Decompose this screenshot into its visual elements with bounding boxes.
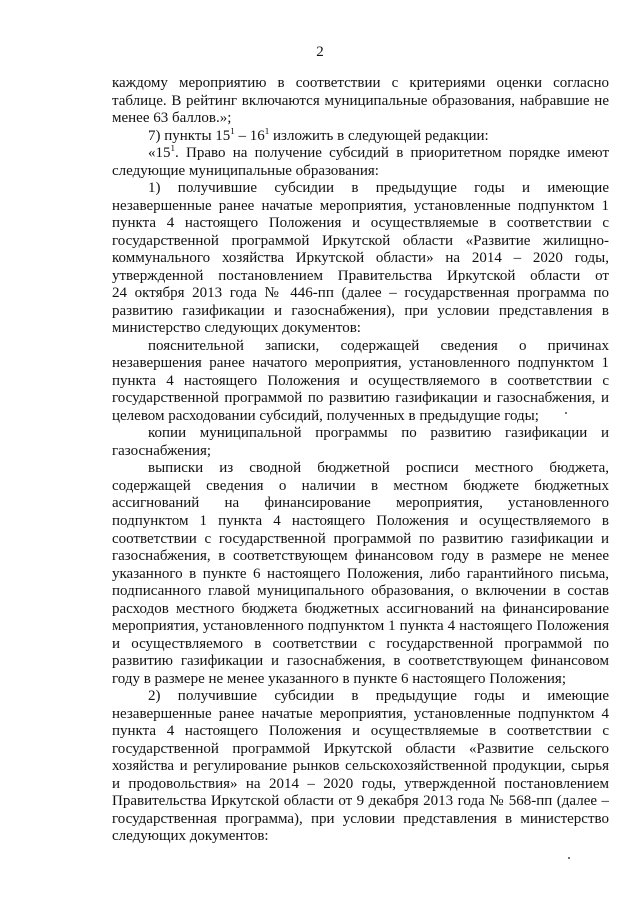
text-line: государственной программой Иркутской области «Развитие жилищно- — [112, 232, 609, 249]
text-line: и продовольствия» на 2014 – 2020 годы, утвержденной постановлением — [112, 775, 609, 792]
text-line: хозяйства и регулирование рынков сельскохозяйственной продукции, сырья — [112, 758, 609, 775]
text-line: расходов местного бюджета бюджетных ассигнований на финансирование — [112, 600, 609, 617]
text-line: незавершенные ранее начатые мероприятия, установленные подпунктом 4 — [112, 705, 609, 722]
text-line: Правительства Иркутской области от 9 декабря 2013 года № 568-пп (далее – — [112, 793, 609, 810]
superscript: 1 — [170, 145, 175, 154]
text-line: государственной программой по развитию газификации и газоснабжения, и — [112, 390, 609, 407]
text-line: газоснабжения, в соответствующем финансовом году в размере не менее — [112, 548, 609, 565]
text-line: подпунктом 1 пункта 4 настоящего Положения и осуществляемого в — [112, 513, 609, 529]
text-line: развитию газификации и газоснабжения), при условии представления в — [112, 302, 609, 319]
text-line: подписанного главой муниципального образования, о включении в состав — [112, 583, 609, 600]
text-line: 24 октября 2013 года № 446-пп (далее – государственная программа по — [112, 285, 609, 302]
text-line: указанного в пункте 6 настоящего Положения, либо гарантийного письма, — [112, 565, 609, 582]
text-line: пояснительной записки, содержащей сведения о причинах — [148, 337, 609, 354]
text-line: целевом расходовании субсидий, полученных в предыдущие годы; — [112, 407, 539, 424]
page-number: 2 — [316, 44, 324, 60]
text-line: 1) получившие субсидии в предыдущие годы и имеющие — [148, 180, 609, 197]
text-line: выписки из сводной бюджетной росписи местного бюджета, — [148, 460, 609, 477]
text-line: незавершения ранее начатого мероприятия, установленного подпунктом 1 — [112, 355, 609, 372]
superscript: 1 — [230, 127, 235, 136]
text-line: коммунального хозяйства Иркутской области» на 2014 – 2020 годы, — [112, 250, 609, 267]
text-line: 2) получившие субсидии в предыдущие годы и имеющие — [148, 688, 609, 705]
text-line: «$15^1$. Право на получение субсидий в приоритетном порядке имеют — [148, 145, 609, 162]
text-line: утвержденной постановлением Правительства Иркутской области от — [112, 267, 609, 284]
text-line: соответствии с государственной программой по развитию газификации и — [112, 530, 609, 547]
scan-speck — [565, 412, 567, 414]
text-line: государственной программой Иркутской области «Развитие сельского — [112, 740, 609, 757]
text-line: копии муниципальной программы по развитию газификации и — [148, 425, 609, 442]
text-line: пункта 4 настоящего Положения и осуществляемые в соответствии с — [112, 215, 609, 232]
text-line: пункта 4 настоящего Положения и осуществляемые в соответствии с — [112, 723, 609, 740]
text-line: каждому мероприятию в соответствии с критериями оценки согласно — [112, 75, 609, 91]
text-line: и осуществляемого в соответствии с государственной программой по — [112, 635, 609, 652]
text-line: следующих документов: — [112, 828, 269, 845]
text-line: министерство следующих документов: — [112, 320, 361, 337]
text-line: государственная программа), при условии представления в министерство — [112, 810, 609, 827]
text-line: пункта 4 настоящего Положения и осуществляемого в соответствии с — [112, 372, 609, 389]
text-line: таблице. В рейтинг включаются муниципальные образования, набравшие не — [112, 92, 609, 109]
text-line: менее 63 баллов.»; — [112, 110, 232, 127]
text-line: 7) пункты $15^1 - 16^1$ изложить в следующей редакции: — [148, 127, 489, 144]
text-line: следующие муниципальные образования: — [112, 162, 379, 179]
text-line: газоснабжения; — [112, 442, 212, 459]
text-line: мероприятия, установленного подпунктом 1 пункта 4 настоящего Положения — [112, 618, 609, 635]
text-line: году в размере не менее указанного в пункте 6 настоящего Положения; — [112, 670, 566, 687]
text-line: ассигнований на финансирование мероприятия, установленного — [112, 495, 609, 512]
text-line: содержащей сведения о наличии в местном бюджете бюджетных — [112, 477, 609, 494]
text-line: незавершенные ранее начатые мероприятия, установленные подпунктом 1 — [112, 197, 609, 214]
superscript: 1 — [264, 127, 270, 136]
scan-speck — [568, 857, 570, 859]
text-line: развитию газификации и газоснабжения, в соответствующем финансовом — [112, 653, 609, 670]
